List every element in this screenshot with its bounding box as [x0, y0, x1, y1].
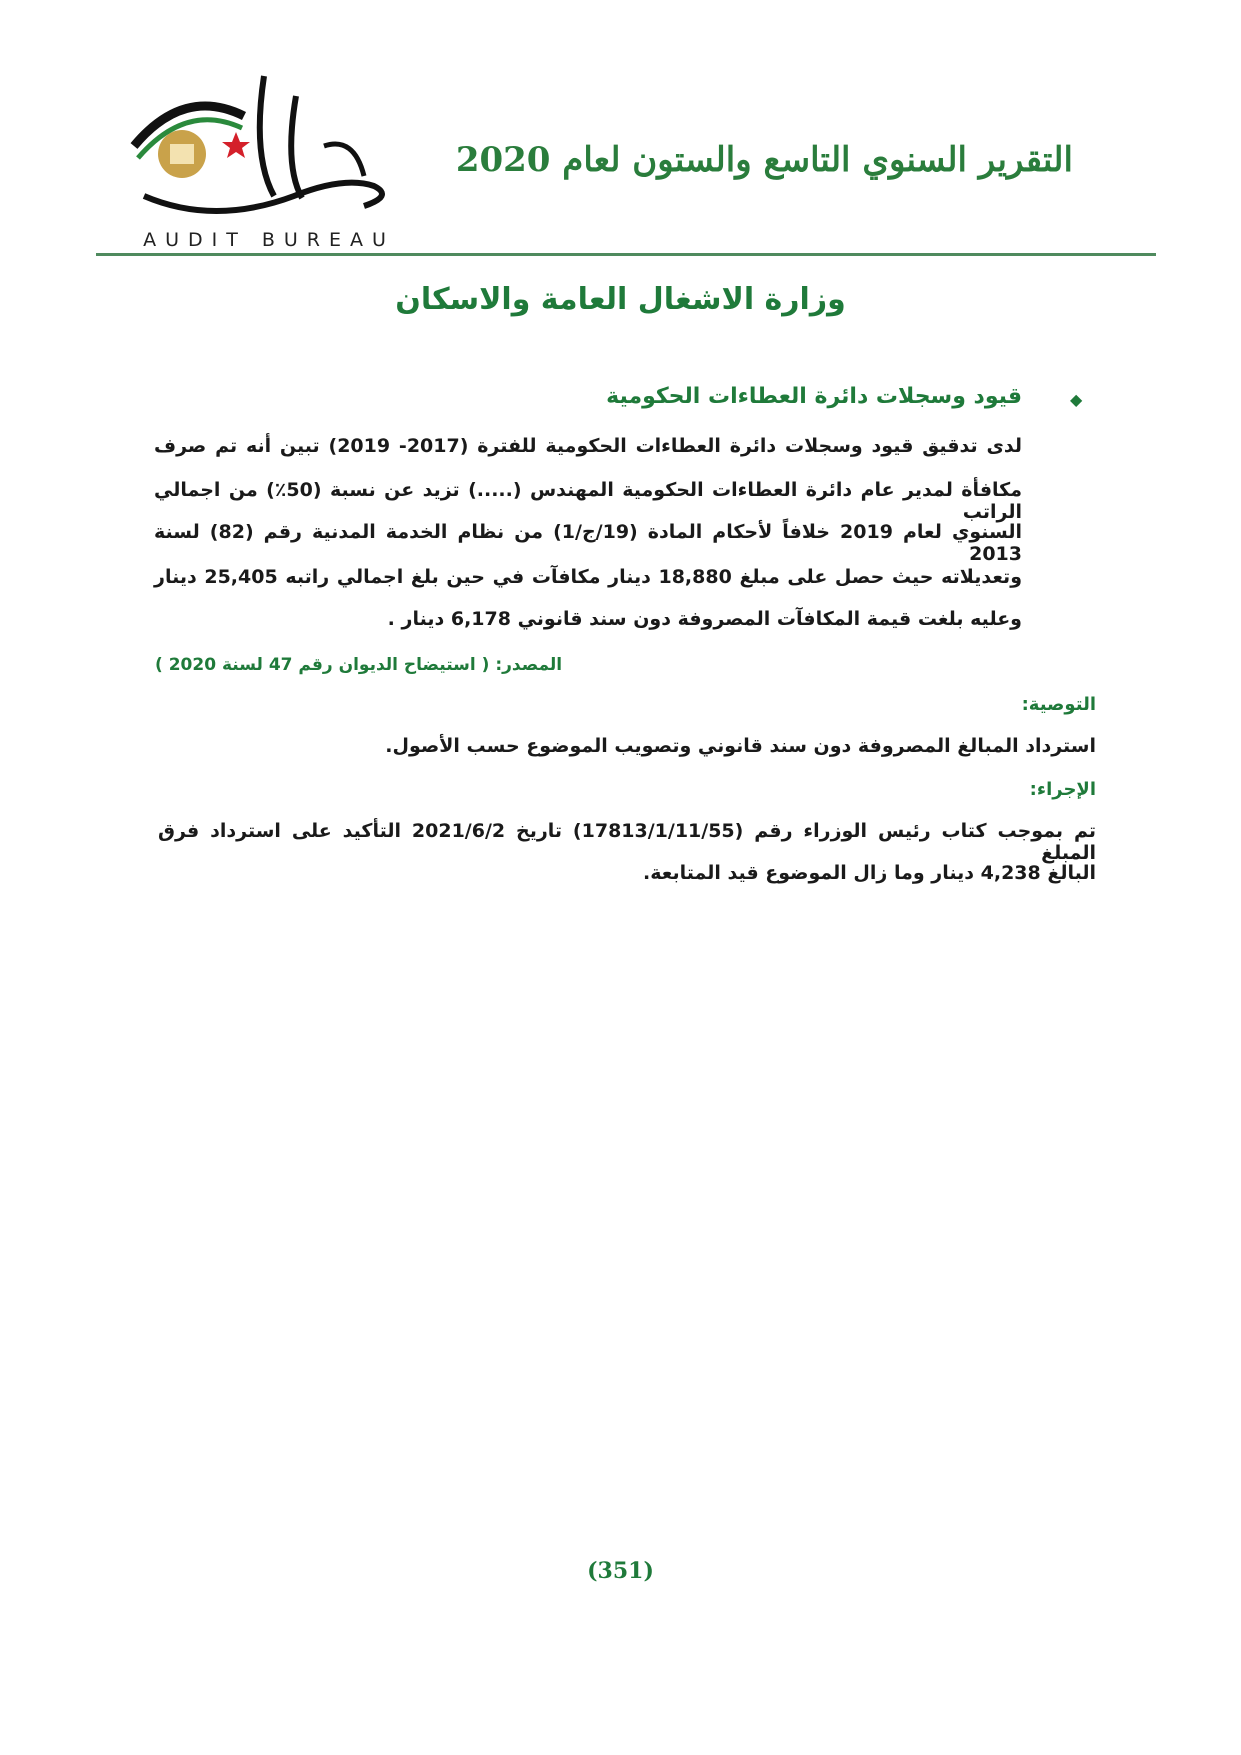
recommendation-text: استرداد المبالغ المصروفة دون سند قانوني وتصويب الموضوع حسب الأصول. [385, 735, 1096, 757]
audit-bureau-logo [124, 66, 414, 251]
recommendation-label: التوصية: [1021, 694, 1096, 715]
paragraph-line: لدى تدقيق قيود وسجلات دائرة العطاءات الحكومية للفترة (2017- 2019) تبين أنه تم صرف [154, 435, 1022, 457]
page-number: (351) [587, 1558, 654, 1584]
paragraph-line: وتعديلاته حيث حصل على مبلغ 18,880 دينار مكافآت في حين بلغ اجمالي راتبه 25,405 دينار [154, 566, 1023, 588]
paragraph-line: وعليه بلغت قيمة المكافآت المصروفة دون سند قانوني 6,178 دينار . [387, 608, 1022, 630]
action-label: الإجراء: [1029, 779, 1096, 800]
paragraph-line: السنوي لعام 2019 خلافاً لأحكام المادة (19/ج/1) من نظام الخدمة المدنية رقم (82) لسنة 2013 [154, 521, 1023, 565]
action-line: البالغ 4,238 دينار وما زال الموضوع قيد المتابعة. [642, 862, 1096, 884]
ministry-title: وزارة الاشغال العامة والاسكان [395, 282, 846, 317]
logo-emblem-icon [124, 66, 414, 226]
header-divider [96, 253, 1156, 256]
diamond-bullet-icon: ◆ [1070, 390, 1083, 409]
paragraph-line: مكافأة لمدير عام دائرة العطاءات الحكومية المهندس (.....) تزيد عن نسبة (50٪) من اجمالي الراتب [154, 479, 1022, 523]
source-citation: المصدر: ( استيضاح الديوان رقم 47 لسنة 2020 ) [155, 655, 563, 675]
report-title: التقرير السنوي التاسع والستون لعام 2020 [455, 140, 1073, 180]
action-line: تم بموجب كتاب رئيس الوزراء رقم (17813/1/11/55) تاريخ 2021/6/2 التأكيد على استرداد فرق المبلغ [158, 820, 1096, 864]
logo-english-text: AUDIT BUREAU [143, 229, 395, 251]
section-heading: قيود وسجلات دائرة العطاءات الحكومية [606, 384, 1022, 409]
